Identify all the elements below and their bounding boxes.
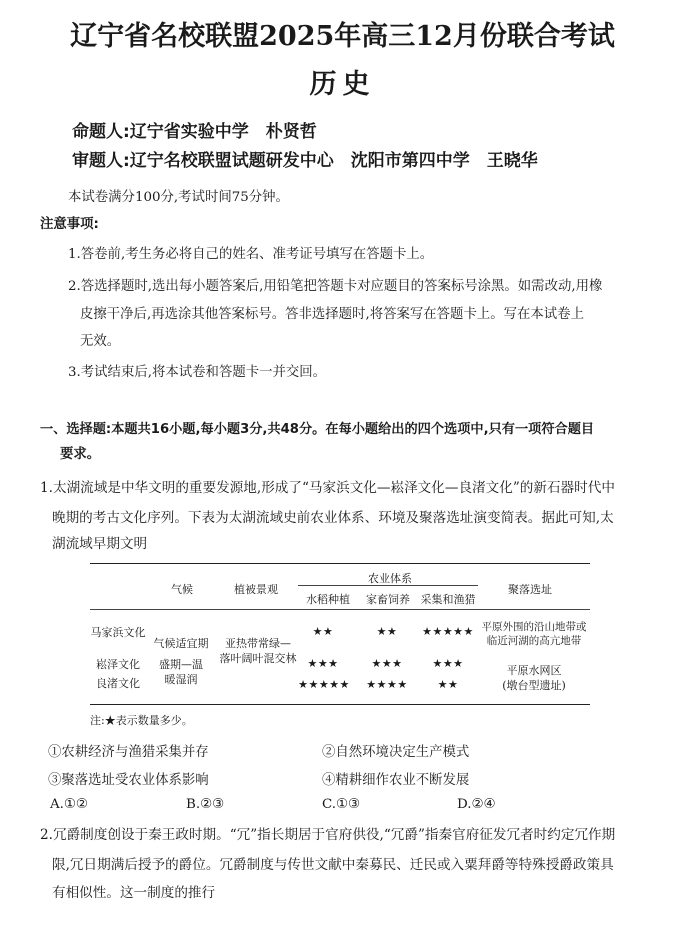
note-item: 2.答选择题时,选出每小题答案后,用铅笔把答题卡对应题目的答案标号涂黑。如需改动,用橡 [68, 279, 603, 294]
exam-title: 辽宁省名校联盟2025年高三12月份联合考试 [70, 21, 615, 52]
table-rule [90, 563, 590, 564]
statement: ③聚落选址受农业体系影响 [48, 773, 209, 788]
table-header: 家畜饲养 [366, 593, 410, 606]
note-item: 1.答卷前,考生务必将自己的姓名、准考证号填写在答题卡上。 [68, 247, 434, 262]
answer-option: C.①③ [322, 797, 361, 812]
vegetation-cell: 亚热带常绿— [225, 637, 291, 650]
rating-stars: ★★ [376, 625, 398, 638]
table-header: 植被景观 [234, 583, 278, 596]
settlement-cell: 平原水网区 [506, 664, 562, 677]
climate-cell: 盛期—温 [159, 658, 203, 671]
author-line: 命题人:辽宁省实验中学 朴贤哲 [72, 122, 317, 142]
settlement-cell: 临近河湖的高亢地带 [486, 635, 582, 647]
table-header: 农业体系 [368, 572, 412, 585]
question-2-text: 有相似性。这一制度的推行 [52, 885, 216, 901]
statement: ①农耕经济与渔猎采集并存 [48, 745, 209, 760]
table-header: 水稻种植 [306, 593, 350, 606]
rating-stars: ★★★★ [366, 678, 408, 691]
note-item: 皮擦干净后,再选涂其他答案标号。答非选择题时,将答案写在答题卡上。写在本试卷上 [80, 307, 584, 322]
culture-label: 良渚文化 [96, 677, 140, 690]
answer-option: D.②④ [457, 797, 496, 812]
question-2-text: 限,冗日期满后授予的爵位。冗爵制度与传世文献中秦募民、迁民或入粟拜爵等特殊授爵政策具 [52, 857, 614, 873]
rating-stars: ★★★ [432, 657, 464, 670]
question-1-text: 晚期的考古文化序列。下表为太湖流域史前农业体系、环境及聚落选址演变简表。据此可知,太 [52, 510, 614, 526]
section-heading-cont: 要求。 [60, 447, 101, 462]
note-item: 3.考试结束后,将本试卷和答题卡一并交回。 [68, 365, 327, 380]
statement: ②自然环境决定生产模式 [322, 745, 470, 760]
vegetation-cell: 落叶阔叶混交林 [219, 652, 297, 665]
settlement-cell: 平原外围的沿山地带或 [481, 621, 587, 633]
rating-stars: ★★★ [307, 657, 339, 670]
question-2-text: 2.冗爵制度创设于秦王政时期。“冗”指长期居于官府供役,“冗爵”指秦官府征发冗者时约定冗作期 [40, 827, 616, 843]
notes-heading: 注意事项: [40, 217, 99, 232]
culture-label: 马家浜文化 [90, 626, 146, 639]
table-header: 聚落选址 [508, 583, 552, 596]
evolution-table [90, 563, 590, 706]
reviewer-line: 审题人:辽宁名校联盟试题研发中心 沈阳市第四中学 王晓华 [72, 151, 538, 171]
rating-stars: ★★ [437, 678, 459, 691]
settlement-cell: (墩台型遗址) [502, 679, 566, 692]
note-item: 无效。 [80, 334, 121, 349]
question-1-text: 1.太湖流域是中华文明的重要发源地,形成了“马家浜文化—崧泽文化—良渚文化”的新石器时代中 [40, 480, 615, 496]
climate-cell: 暖湿润 [164, 673, 198, 686]
rating-stars: ★★★ [371, 657, 403, 670]
statement: ④精耕细作农业不断发展 [322, 773, 470, 788]
table-note: 注:★表示数量多少。 [90, 714, 193, 727]
table-header: 气候 [171, 583, 193, 596]
rating-stars: ★★ [312, 625, 334, 638]
rating-stars: ★★★★★ [422, 625, 474, 638]
rating-stars: ★★★★★ [298, 678, 350, 691]
table-rule [90, 704, 590, 705]
question-1-text: 湖流域早期文明 [52, 536, 148, 552]
answer-option: A.①② [50, 797, 88, 812]
culture-label: 崧泽文化 [96, 658, 140, 671]
climate-cell: 气候适宜期 [153, 637, 209, 650]
table-header: 采集和渔猎 [420, 593, 476, 606]
answer-option: B.②③ [186, 797, 225, 812]
table-rule [90, 609, 590, 610]
section-heading: 一、选择题:本题共16小题,每小题3分,共48分。在每小题给出的四个选项中,只有一项符合题目 [40, 422, 595, 437]
subject-title: 历史 [309, 69, 376, 100]
score-line: 本试卷满分100分,考试时间75分钟。 [68, 190, 289, 205]
